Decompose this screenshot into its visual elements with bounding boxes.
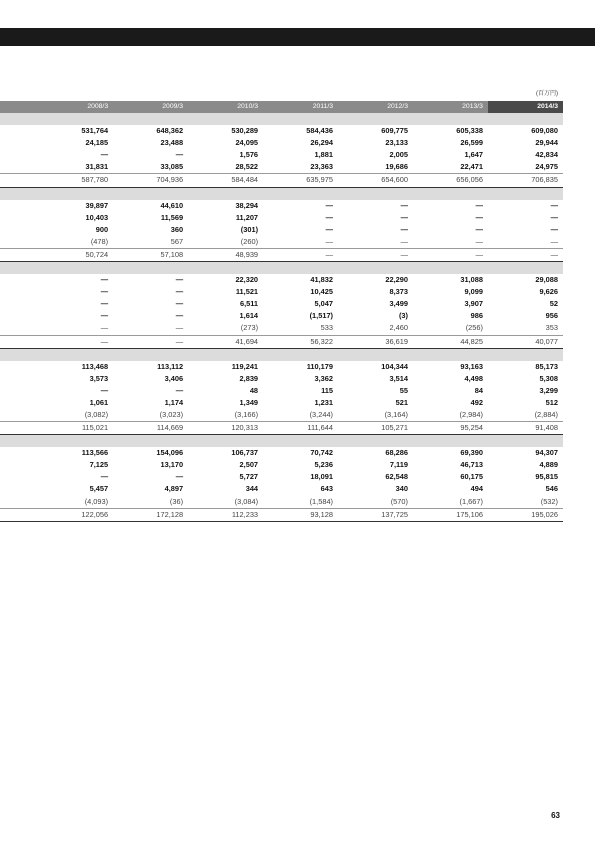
- value-cell: 50,724: [38, 248, 113, 261]
- value-cell: 115,021: [38, 422, 113, 435]
- value-cell: (260): [188, 236, 263, 249]
- value-cell-latest: —: [488, 236, 563, 249]
- value-cell-latest: 9,626: [539, 287, 558, 297]
- value-cell-latest: (532): [488, 496, 563, 509]
- value-cell: 39,897: [85, 200, 109, 210]
- value-cell: (2,984): [413, 409, 488, 422]
- value-cell: (3,166): [188, 409, 263, 422]
- value-cell: (1,584): [263, 496, 338, 509]
- value-cell: 44,610: [160, 200, 184, 210]
- row-label-cell: [0, 212, 38, 224]
- value-cell: 23,363: [263, 161, 338, 174]
- value-cell: 31,088: [460, 275, 483, 285]
- value-cell: (478): [38, 236, 113, 249]
- value-cell: —: [413, 236, 488, 249]
- value-cell: —: [100, 287, 109, 297]
- value-cell: 48: [249, 385, 259, 395]
- table-row: [0, 236, 563, 249]
- row-label-cell: [0, 286, 38, 298]
- value-cell: 521: [395, 397, 408, 407]
- value-cell: (3,084): [188, 496, 263, 509]
- value-cell: 38,294: [235, 200, 259, 210]
- value-cell: 1,231: [314, 397, 334, 407]
- year-header: 2008/3: [38, 101, 113, 113]
- year-header: 2009/3: [113, 101, 188, 113]
- row-label-cell: [0, 447, 38, 459]
- row-label-cell: [0, 373, 38, 385]
- value-cell: —: [338, 248, 413, 261]
- value-cell: 3,499: [389, 299, 408, 309]
- value-cell: 104,344: [381, 361, 408, 371]
- value-cell: 13,170: [160, 460, 184, 470]
- table-row: [0, 459, 563, 471]
- row-label-cell: [0, 137, 38, 149]
- value-cell: 9,099: [464, 287, 483, 297]
- value-cell: 24,185: [85, 138, 109, 148]
- value-cell: —: [263, 236, 338, 249]
- value-cell: 900: [95, 224, 109, 234]
- header-spacer: [0, 101, 38, 113]
- value-cell: —: [400, 200, 408, 210]
- value-cell: —: [113, 335, 188, 348]
- value-cell: 137,725: [338, 508, 413, 521]
- value-cell: 41,832: [310, 275, 334, 285]
- value-cell: 11,207: [235, 212, 259, 222]
- table-row: [0, 483, 563, 495]
- value-cell: (301): [240, 224, 259, 234]
- value-cell: 93,163: [460, 361, 483, 371]
- value-cell: 44,825: [413, 335, 488, 348]
- value-cell: —: [175, 311, 184, 321]
- value-cell: 3,907: [464, 299, 483, 309]
- value-cell: 7,119: [389, 460, 408, 470]
- value-cell-latest: 85,173: [535, 361, 558, 371]
- value-cell: —: [475, 224, 483, 234]
- table-row: [0, 161, 563, 174]
- table-row: [0, 174, 563, 187]
- value-cell: —: [38, 322, 113, 335]
- value-cell: 119,241: [231, 361, 259, 371]
- value-cell: 70,742: [310, 448, 334, 458]
- value-cell: 28,522: [188, 161, 263, 174]
- value-cell: (3,164): [338, 409, 413, 422]
- value-cell: 3,362: [314, 373, 334, 383]
- value-cell: 113,468: [81, 361, 109, 371]
- value-cell: —: [100, 385, 109, 395]
- value-cell: —: [175, 287, 184, 297]
- value-cell: 110,179: [306, 361, 334, 371]
- value-cell: 3,573: [89, 373, 109, 383]
- value-cell: (1,667): [413, 496, 488, 509]
- year-header: 2010/3: [188, 101, 263, 113]
- value-cell: —: [338, 236, 413, 249]
- value-cell-latest: 29,088: [535, 275, 558, 285]
- table-row: [0, 310, 563, 322]
- value-cell: —: [100, 150, 109, 160]
- value-cell-latest: 29,944: [535, 138, 558, 148]
- unit-label: (百万円): [536, 91, 558, 97]
- value-cell: 494: [470, 484, 483, 494]
- row-label-cell: [0, 397, 38, 409]
- table-row: [0, 286, 563, 298]
- page-number: 63: [551, 811, 560, 820]
- value-cell: 2,005: [389, 150, 408, 160]
- value-cell: 609,775: [381, 126, 408, 136]
- value-cell: 113,566: [81, 448, 109, 458]
- value-cell: —: [100, 472, 109, 482]
- value-cell: 5,727: [239, 472, 259, 482]
- year-header-latest: 2014/3: [488, 101, 563, 113]
- value-cell: 22,290: [385, 275, 408, 285]
- row-label-cell: [0, 409, 38, 422]
- value-cell: 986: [470, 311, 483, 321]
- row-label-cell: [0, 125, 38, 137]
- value-cell: 33,085: [113, 161, 188, 174]
- value-cell: 1,576: [239, 150, 259, 160]
- value-cell: 18,091: [310, 472, 334, 482]
- value-cell: —: [175, 385, 184, 395]
- table-row: [0, 361, 563, 373]
- section-band: [0, 348, 563, 361]
- value-cell: 11,521: [235, 287, 259, 297]
- value-cell: (1,517): [309, 311, 334, 321]
- row-label-cell: [0, 508, 38, 521]
- value-cell: 95,254: [413, 422, 488, 435]
- row-label-cell: [0, 224, 38, 236]
- value-cell: 172,128: [113, 508, 188, 521]
- value-cell: 3,406: [164, 373, 184, 383]
- value-cell: 55: [399, 385, 408, 395]
- table-row: [0, 422, 563, 435]
- value-cell: 584,484: [188, 174, 263, 187]
- value-cell: 10,425: [310, 287, 334, 297]
- value-cell: 8,373: [389, 287, 408, 297]
- value-cell: —: [175, 275, 184, 285]
- value-cell: 1,614: [239, 311, 259, 321]
- row-label-cell: [0, 385, 38, 397]
- value-cell-latest: 3,299: [539, 385, 558, 395]
- value-cell-latest: 42,834: [535, 150, 558, 160]
- value-cell: (3): [398, 311, 408, 321]
- table-row: [0, 471, 563, 483]
- value-cell-latest: 609,080: [531, 126, 558, 136]
- row-label-cell: [0, 459, 38, 471]
- section-band-cell: [0, 348, 563, 361]
- value-cell-latest: 353: [488, 322, 563, 335]
- table-row: [0, 224, 563, 236]
- value-cell: 24,095: [235, 138, 259, 148]
- value-cell-latest: 512: [545, 397, 558, 407]
- table-row: [0, 447, 563, 459]
- value-cell: 7,125: [89, 460, 109, 470]
- value-cell: (3,244): [263, 409, 338, 422]
- value-cell-latest: 40,077: [488, 335, 563, 348]
- value-cell-latest: 546: [545, 484, 558, 494]
- value-cell: —: [100, 275, 109, 285]
- value-cell: 1,061: [89, 397, 109, 407]
- value-cell-latest: 195,026: [488, 508, 563, 521]
- value-cell: 635,975: [263, 174, 338, 187]
- value-cell: 62,548: [385, 472, 408, 482]
- value-cell-latest: —: [550, 200, 558, 210]
- value-cell: 112,233: [188, 508, 263, 521]
- value-cell: 5,047: [314, 299, 334, 309]
- value-cell-latest: 52: [549, 299, 558, 309]
- row-label-cell: [0, 298, 38, 310]
- value-cell-latest: 91,408: [488, 422, 563, 435]
- table-row: [0, 409, 563, 422]
- value-cell: 584,436: [306, 126, 334, 136]
- value-cell: 5,457: [89, 484, 109, 494]
- value-cell: (570): [338, 496, 413, 509]
- table-row: [0, 149, 563, 161]
- value-cell-latest: 5,308: [539, 373, 558, 383]
- value-cell: 11,569: [160, 212, 184, 222]
- value-cell: 22,471: [413, 161, 488, 174]
- table-row: [0, 385, 563, 397]
- value-cell: 105,271: [338, 422, 413, 435]
- value-cell: —: [400, 224, 408, 234]
- value-cell: 120,313: [188, 422, 263, 435]
- table-row: [0, 248, 563, 261]
- value-cell: —: [413, 248, 488, 261]
- value-cell: 84: [474, 385, 483, 395]
- value-cell: —: [263, 248, 338, 261]
- value-cell: —: [175, 299, 184, 309]
- value-cell: 41,694: [188, 335, 263, 348]
- value-cell: 1,349: [239, 397, 259, 407]
- table-body: [0, 113, 563, 521]
- value-cell: —: [475, 212, 483, 222]
- value-cell: 56,322: [263, 335, 338, 348]
- row-label-cell: [0, 174, 38, 187]
- value-cell: 1,174: [164, 397, 184, 407]
- row-label-cell: [0, 248, 38, 261]
- value-cell-latest: 95,815: [535, 472, 558, 482]
- value-cell: 57,108: [113, 248, 188, 261]
- value-cell: —: [175, 472, 184, 482]
- value-cell-latest: —: [550, 224, 558, 234]
- value-cell: 46,713: [460, 460, 483, 470]
- value-cell: 360: [170, 224, 184, 234]
- value-cell: 492: [470, 397, 483, 407]
- value-cell: —: [400, 212, 408, 222]
- table-row: [0, 200, 563, 212]
- value-cell: 1,647: [464, 150, 483, 160]
- row-label-cell: [0, 483, 38, 495]
- value-cell: 115: [321, 385, 334, 395]
- value-cell: —: [325, 212, 334, 222]
- value-cell: (3,023): [113, 409, 188, 422]
- value-cell: 531,764: [81, 126, 109, 136]
- value-cell: (3,082): [38, 409, 113, 422]
- value-cell: (4,093): [38, 496, 113, 509]
- value-cell: 111,644: [263, 422, 338, 435]
- value-cell-latest: 956: [545, 311, 558, 321]
- value-cell: —: [475, 200, 483, 210]
- value-cell: 2,507: [239, 460, 259, 470]
- section-band-cell: [0, 435, 563, 448]
- value-cell: 533: [263, 322, 338, 335]
- value-cell: 654,600: [338, 174, 413, 187]
- top-header-bar: [0, 28, 595, 46]
- value-cell: 60,175: [460, 472, 483, 482]
- row-label-cell: [0, 310, 38, 322]
- value-cell: 2,839: [239, 373, 259, 383]
- section-band-cell: [0, 113, 563, 125]
- value-cell: 114,669: [113, 422, 188, 435]
- value-cell: —: [38, 335, 113, 348]
- row-label-cell: [0, 361, 38, 373]
- table-row: [0, 322, 563, 335]
- table-row: [0, 137, 563, 149]
- value-cell-latest: 94,307: [535, 448, 558, 458]
- value-cell: 36,619: [338, 335, 413, 348]
- value-cell: 2,460: [338, 322, 413, 335]
- row-label-cell: [0, 161, 38, 174]
- section-band: [0, 113, 563, 125]
- value-cell: 4,897: [164, 484, 184, 494]
- section-band-cell: [0, 187, 563, 200]
- value-cell: 26,294: [310, 138, 334, 148]
- table-row: [0, 335, 563, 348]
- section-band: [0, 435, 563, 448]
- value-cell: 31,831: [38, 161, 113, 174]
- value-cell: 4,498: [464, 373, 483, 383]
- value-cell: 6,511: [239, 299, 259, 309]
- value-cell: 648,362: [156, 126, 184, 136]
- table-row: [0, 397, 563, 409]
- value-cell: —: [175, 150, 184, 160]
- value-cell: 23,488: [160, 138, 184, 148]
- value-cell-latest: —: [550, 212, 558, 222]
- row-label-cell: [0, 422, 38, 435]
- value-cell: 344: [245, 484, 259, 494]
- section-band: [0, 262, 563, 275]
- value-cell-latest: —: [488, 248, 563, 261]
- row-label-cell: [0, 274, 38, 286]
- row-label-cell: [0, 200, 38, 212]
- value-cell: 1,881: [314, 150, 334, 160]
- value-cell: 19,686: [338, 161, 413, 174]
- row-label-cell: [0, 335, 38, 348]
- value-cell: 26,599: [460, 138, 483, 148]
- table-row: [0, 508, 563, 521]
- section-band: [0, 187, 563, 200]
- value-cell-latest: 24,975: [488, 161, 563, 174]
- table-row: [0, 212, 563, 224]
- value-cell: 23,133: [385, 138, 408, 148]
- table-row: [0, 496, 563, 509]
- value-cell: 175,106: [413, 508, 488, 521]
- value-cell: —: [100, 311, 109, 321]
- value-cell: 5,236: [314, 460, 334, 470]
- section-band-cell: [0, 262, 563, 275]
- value-cell: 154,096: [156, 448, 184, 458]
- value-cell: 22,320: [235, 275, 259, 285]
- year-header-row: [0, 101, 563, 113]
- table-row: [0, 274, 563, 286]
- value-cell: (256): [413, 322, 488, 335]
- value-cell: 93,128: [263, 508, 338, 521]
- table-row: [0, 125, 563, 137]
- value-cell: 122,056: [38, 508, 113, 521]
- value-cell: —: [325, 224, 334, 234]
- table-row: [0, 298, 563, 310]
- value-cell: 656,056: [413, 174, 488, 187]
- table-row: [0, 373, 563, 385]
- row-label-cell: [0, 322, 38, 335]
- value-cell: (273): [188, 322, 263, 335]
- row-label-cell: [0, 471, 38, 483]
- value-cell: 48,939: [188, 248, 263, 261]
- value-cell-latest: 706,835: [488, 174, 563, 187]
- row-label-cell: [0, 236, 38, 249]
- value-cell: 69,390: [460, 448, 483, 458]
- value-cell: 106,737: [231, 448, 259, 458]
- value-cell: —: [100, 299, 109, 309]
- value-cell-latest: 4,889: [539, 460, 558, 470]
- year-header: 2013/3: [413, 101, 488, 113]
- value-cell: —: [113, 322, 188, 335]
- value-cell: —: [325, 200, 334, 210]
- value-cell: 704,936: [113, 174, 188, 187]
- value-cell: 587,780: [38, 174, 113, 187]
- value-cell: 605,338: [456, 126, 483, 136]
- financial-table: [0, 101, 563, 522]
- value-cell: 68,286: [385, 448, 408, 458]
- value-cell-latest: (2,884): [488, 409, 563, 422]
- value-cell: 113,112: [157, 361, 184, 371]
- value-cell: 10,403: [85, 212, 109, 222]
- year-header: 2011/3: [263, 101, 338, 113]
- value-cell: 567: [113, 236, 188, 249]
- value-cell: 643: [320, 484, 334, 494]
- year-header: 2012/3: [338, 101, 413, 113]
- row-label-cell: [0, 149, 38, 161]
- value-cell: 340: [395, 484, 408, 494]
- row-label-cell: [0, 496, 38, 509]
- value-cell: (36): [113, 496, 188, 509]
- value-cell: 3,514: [389, 373, 408, 383]
- value-cell: 530,289: [231, 126, 259, 136]
